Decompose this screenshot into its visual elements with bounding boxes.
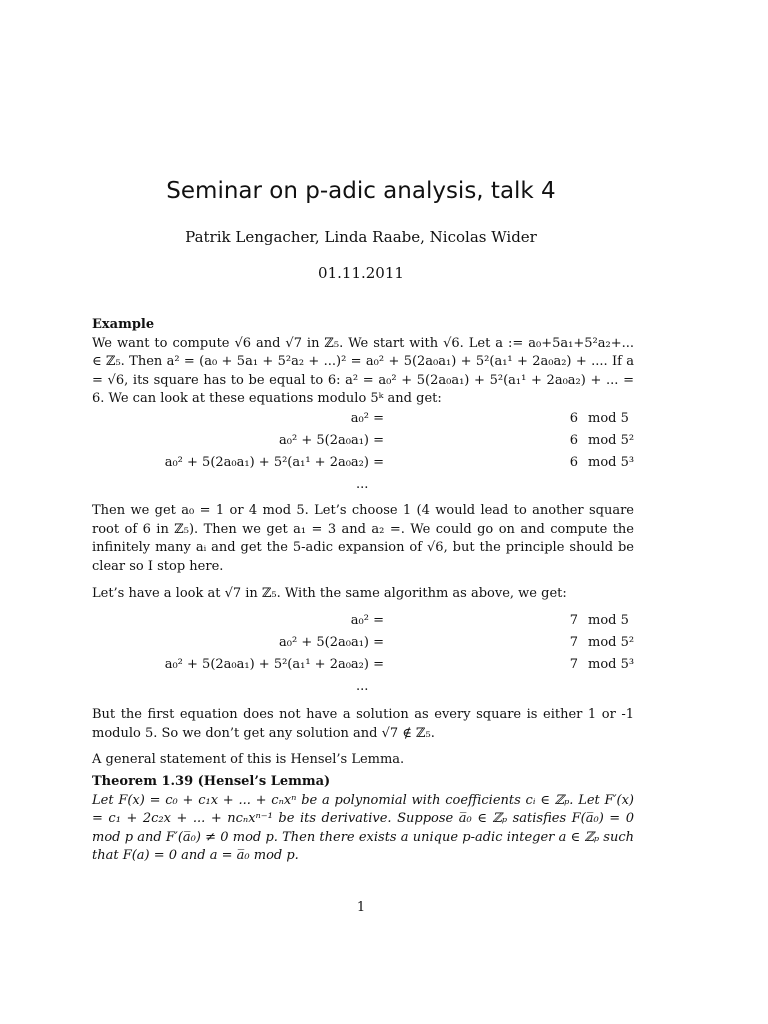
ellipsis: ... <box>356 679 369 694</box>
after-sqrt7-block <box>92 706 634 743</box>
equation-lhs: a₀² = <box>350 411 384 426</box>
equation-modulus: mod 5³ <box>588 657 635 672</box>
equation-modulus: mod 5 <box>588 613 629 628</box>
equation-value: 7 <box>569 635 578 650</box>
general-statement-block <box>92 751 634 770</box>
equation-row <box>92 635 634 657</box>
equation-lhs: a₀² + 5(2a₀a₁) + 5²(a₁¹ + 2a₀a₂) = <box>164 657 384 672</box>
equations-sqrt7 <box>92 613 634 701</box>
equation-modulus: mod 5 <box>588 411 629 426</box>
equation-modulus: mod 5² <box>588 635 635 650</box>
example-intro: We want to compute √6 and √7 in ℤ₅. We start with √6. Let a := a₀+5a₁+5²a₂+... ∈ ℤ₅. Then a² = (a₀ + 5a₁ + 5²a₂ + ...)² = a₀² + 5(2a₀a₁) + 5²(a₁¹ + 2a₀a₂) + .... If a = √6, its square has to be equal to 6: a² = a₀² + 5(2a₀a₁) + 5²(a₁¹ + 2a₀a₂) + ... = 6. We can look at these equations modulo 5ᵏ and get: <box>92 335 634 406</box>
equations-sqrt6 <box>92 411 634 499</box>
paper-title: Seminar on p-adic analysis, talk 4 <box>166 178 556 204</box>
paper-date: 01.11.2011 <box>318 264 404 282</box>
equation-lhs: a₀² + 5(2a₀a₁) = <box>279 433 384 448</box>
ellipsis: ... <box>356 477 369 492</box>
after-sqrt7-text: But the first equation does not have a solution as every square is either 1 or -1 modulo 5. So we don’t get any solution and √7 ∉ ℤ₅. <box>92 707 634 741</box>
equation-value: 6 <box>569 455 578 470</box>
equation-lhs: a₀² = <box>350 613 384 628</box>
equation-row <box>92 433 634 455</box>
page-number: 1 <box>356 900 366 915</box>
equation-value: 6 <box>569 411 578 426</box>
equation-continuation <box>92 477 634 499</box>
example-heading: Example <box>92 317 155 332</box>
after-sqrt6-text: Then we get a₀ = 1 or 4 mod 5. Let’s choose 1 (4 would lead to another square root of 6 in ℤ₅). Then we get a₁ = 3 and a₂ =. We could go on and compute the infinitely many aᵢ and get the 5-adic expansion of √6, but the principle should be clear so I stop here. <box>92 503 634 574</box>
equation-lhs: a₀² + 5(2a₀a₁) + 5²(a₁¹ + 2a₀a₂) = <box>164 455 384 470</box>
equation-lhs: a₀² + 5(2a₀a₁) = <box>279 635 384 650</box>
example-block <box>92 316 634 409</box>
theorem-heading: Theorem 1.39 (Hensel’s Lemma) <box>92 774 331 789</box>
equation-row <box>92 613 634 635</box>
equation-continuation <box>92 679 634 701</box>
intro-sqrt7-text: Let’s have a look at √7 in ℤ₅. With the same algorithm as above, we get: <box>92 586 567 601</box>
equation-modulus: mod 5³ <box>588 455 635 470</box>
equation-row <box>92 657 634 679</box>
equation-value: 7 <box>569 657 578 672</box>
equation-modulus: mod 5² <box>588 433 635 448</box>
general-statement-text: A general statement of this is Hensel’s Lemma. <box>92 752 405 767</box>
intro-sqrt7-block <box>92 585 634 604</box>
theorem-block <box>92 773 634 866</box>
paper-authors: Patrik Lengacher, Linda Raabe, Nicolas Wider <box>185 228 537 246</box>
equation-row <box>92 455 634 477</box>
theorem-statement: Let F(x) = c₀ + c₁x + ... + cₙxⁿ be a polynomial with coefficients cᵢ ∈ ℤₚ. Let F′(x) = c₁ + 2c₂x + ... + ncₙxⁿ⁻¹ be its derivative. Suppose a̅₀ ∈ ℤₚ satisfies F(a̅₀) = 0 mod p and F′(a̅₀) ≠ 0 mod p. Then there exists a unique p-adic integer a ∈ ℤₚ such that F(a) = 0 and a = a̅₀ mod p. <box>92 792 634 863</box>
equation-value: 7 <box>569 613 578 628</box>
equation-value: 6 <box>569 433 578 448</box>
equation-row <box>92 411 634 433</box>
after-sqrt6-block <box>92 502 634 576</box>
